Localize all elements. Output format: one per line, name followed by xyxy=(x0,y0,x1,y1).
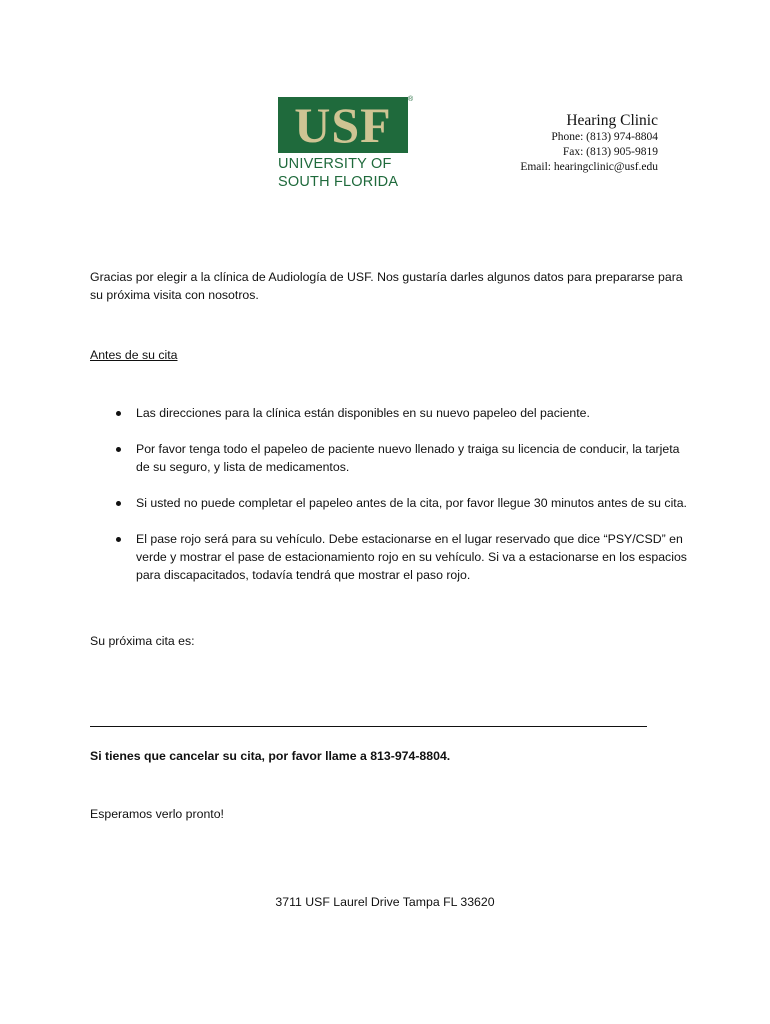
list-item xyxy=(90,440,690,476)
cancel-notice: Si tienes que cancelar su cita, por favor llame a 813-974-8804. xyxy=(90,749,451,763)
registered-mark-icon: ® xyxy=(408,96,414,103)
logo-line-1: UNIVERSITY OF xyxy=(278,156,392,172)
list-item xyxy=(90,404,690,422)
logo-line-2: SOUTH FLORIDA xyxy=(278,174,399,190)
bullet-icon xyxy=(116,537,121,542)
list-item-text: El pase rojo será para su vehículo. Debe estacionarse en el lugar reservado que dice “PSY/CSD” en verde y mostrar el pase de estacionamiento rojo en su vehículo. Si va a estacionarse en los espacios para discapacitados, todavía tendrá que mostrar el paso rojo. xyxy=(136,532,687,582)
clinic-fax: Fax: (813) 905-9819 xyxy=(562,146,658,158)
list-item-text: Las direcciones para la clínica están disponibles en su nuevo papeleo del paciente. xyxy=(136,406,590,420)
bullet-icon xyxy=(116,501,121,506)
contact-block xyxy=(520,112,658,175)
instructions-list xyxy=(90,404,690,602)
logo-wordmark: USF xyxy=(294,97,392,153)
bullet-icon xyxy=(116,447,121,452)
list-item-text: Por favor tenga todo el papeleo de paciente nuevo llenado y traiga su licencia de conducir, la tarjeta de su seguro, y lista de medicamentos. xyxy=(136,442,680,474)
usf-logo xyxy=(275,94,415,198)
logo-wordmark-box xyxy=(278,97,408,153)
clinic-phone: Phone: (813) 974-8804 xyxy=(551,131,658,143)
bullet-icon xyxy=(116,411,121,416)
appointment-write-line xyxy=(90,726,647,727)
list-item xyxy=(90,494,690,512)
intro-paragraph: Gracias por elegir a la clínica de Audiología de USF. Nos gustaría darles algunos datos para prepararse para su próxima visita con nosotros. xyxy=(90,270,683,302)
footer-address: 3711 USF Laurel Drive Tampa FL 33620 xyxy=(275,895,495,909)
clinic-name: Hearing Clinic xyxy=(566,112,658,129)
closing-text: Esperamos verlo pronto! xyxy=(90,807,224,821)
next-appointment-label: Su próxima cita es: xyxy=(90,634,195,648)
list-item xyxy=(90,530,690,584)
section-heading: Antes de su cita xyxy=(90,348,178,362)
clinic-email: Email: hearingclinic@usf.edu xyxy=(520,161,658,173)
list-item-text: Si usted no puede completar el papeleo antes de la cita, por favor llegue 30 minutos antes de su cita. xyxy=(136,496,687,510)
